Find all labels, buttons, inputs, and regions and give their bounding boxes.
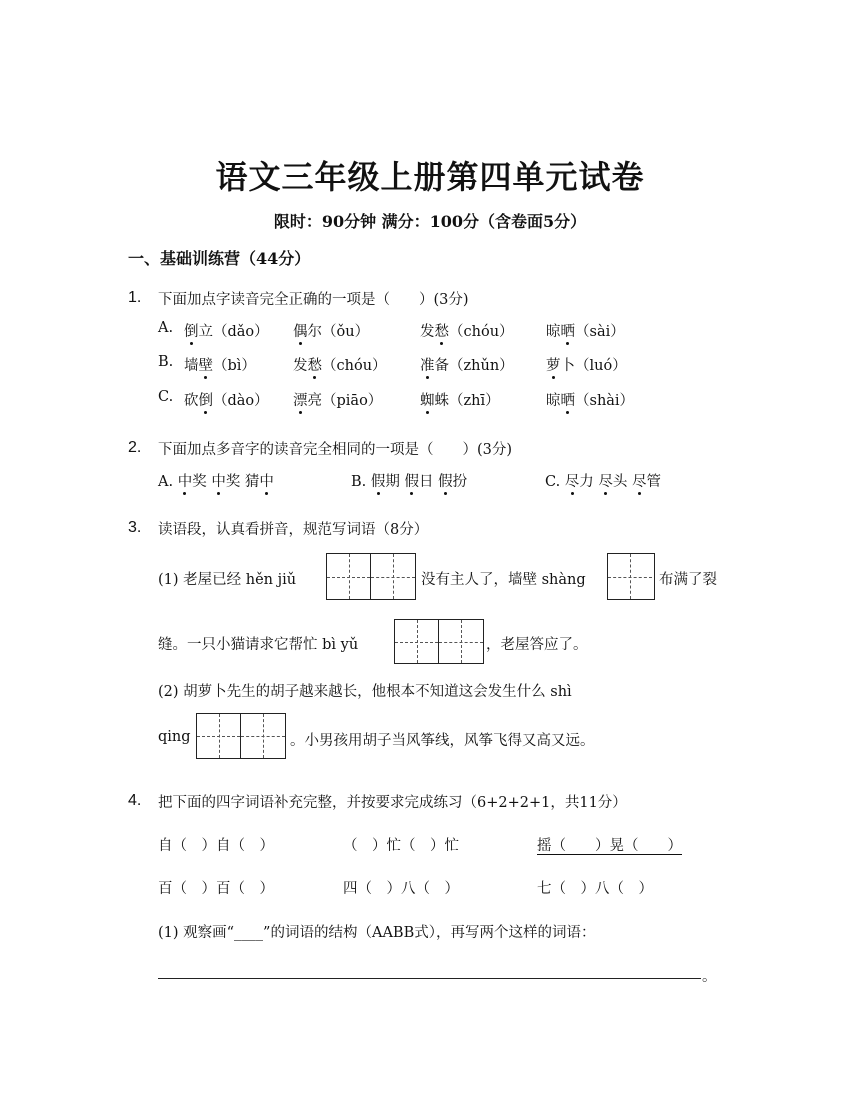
dotted-char: 晒 (561, 389, 576, 410)
q3-p2-part-a: (2) 胡萝卜先生的胡子越来越长，他根本不知道这会发生什么 shì (158, 684, 572, 700)
writing-grid-hen-jiu[interactable] (326, 553, 416, 600)
dotted-char: 偶 (293, 320, 308, 341)
dotted-char: 晒 (561, 320, 576, 341)
section-heading: 一、基础训练营（44分） (128, 249, 311, 268)
q1-c-word-2 (293, 389, 382, 410)
word-rest: 备（zhǔn） (434, 358, 514, 374)
question-number: 3. (128, 519, 142, 536)
dotted-char: 愁 (308, 354, 323, 375)
q1-a-word-4 (546, 320, 625, 341)
grid-cell[interactable] (395, 620, 439, 663)
q1-b-word-4 (546, 354, 627, 375)
question-number: 2. (128, 439, 142, 456)
word-rest: （chóu） (322, 358, 387, 374)
word-lead: 砍 (184, 393, 199, 409)
q1-c-word-3 (420, 389, 500, 410)
dotted-char: 尽 (598, 470, 613, 491)
q3-p1-part-a: (1) 老屋已经 hěn jiǔ (158, 572, 297, 588)
dotted-char: 壁 (199, 354, 214, 375)
dotted-char: 中 (259, 470, 274, 491)
dotted-char: 漂 (293, 389, 308, 410)
q4-blank-word[interactable]: 四（ ）八（ ） (343, 881, 459, 897)
dotted-char: 中 (211, 470, 226, 491)
word-lead: 晾 (546, 324, 561, 340)
question-number: 4. (128, 792, 142, 809)
q1-b-word-3 (420, 354, 514, 375)
grid-cell[interactable] (327, 554, 371, 599)
dotted-char: 尽 (565, 470, 580, 491)
q1-a-word-1 (184, 320, 269, 341)
q4-blank-word[interactable]: 七（ ）八（ ） (537, 881, 653, 897)
word-rest: 奖 (225, 474, 241, 490)
q1-option-b (158, 354, 173, 370)
dotted-char: 假 (371, 470, 386, 491)
word-rest: （bì） (213, 358, 256, 374)
word-rest: 头 (612, 474, 628, 490)
word-rest: 立（dǎo） (198, 324, 269, 340)
question-4-text: 把下面的四字词语补充完整，并按要求完成练习（6+2+2+1，共11分） (158, 795, 627, 811)
q4-sub-question-1: (1) 观察画“____”的词语的结构（AABB式），再写两个这样的词语： (158, 925, 596, 941)
question-3-text: 读语段，认真看拼音，规范写词语（8分） (158, 522, 429, 538)
option-label: C. (158, 389, 174, 405)
q2-option-c (545, 470, 661, 491)
dotted-char: 中 (178, 470, 193, 491)
grid-cell[interactable] (371, 554, 415, 599)
option-label: B. (351, 474, 367, 490)
q3-p1-part-b: 没有主人了，墙壁 shàng (421, 572, 586, 588)
word-rest: （dào） (213, 393, 269, 409)
writing-grid-shang[interactable] (607, 553, 655, 600)
q4-blank-word[interactable]: （ ）忙（ ）忙 (343, 838, 459, 854)
dotted-char: 愁 (435, 320, 450, 341)
dotted-char: 倒 (199, 389, 214, 410)
option-label: B. (158, 354, 174, 370)
q4-blank-word[interactable]: 百（ ）百（ ） (158, 881, 274, 897)
q2-option-a (158, 470, 274, 491)
word-rest: （chóu） (449, 324, 514, 340)
exam-subtitle: 限时：90分钟 满分：100分（含卷面5分） (273, 212, 587, 231)
question-3 (128, 517, 141, 537)
question-1-text: 下面加点字读音完全正确的一项是（ ）(3分) (158, 292, 469, 308)
word-rest: 卜（luó） (560, 358, 627, 374)
q1-option-c (158, 389, 173, 405)
dotted-char: 准 (420, 354, 435, 375)
option-label: A. (158, 474, 174, 490)
q3-p2-part-b: qing (158, 729, 191, 745)
word-rest: 亮（piāo） (307, 393, 383, 409)
q3-p1-part-e: ，老屋答应了。 (486, 637, 588, 653)
question-1 (128, 287, 141, 307)
word-rest: 扮 (452, 474, 468, 490)
word-lead: 发 (420, 324, 435, 340)
q1-a-word-3 (420, 320, 514, 341)
q3-p1-part-c: 布满了裂 (659, 572, 717, 588)
q1-b-word-1 (184, 354, 256, 375)
word-lead: 墙 (184, 358, 199, 374)
word-lead: 发 (293, 358, 308, 374)
dotted-char: 尽 (632, 470, 647, 491)
answer-line[interactable] (158, 978, 701, 979)
word-lead: 猜 (244, 474, 260, 490)
dotted-char: 假 (404, 470, 419, 491)
word-rest: 力 (579, 474, 594, 490)
exam-title: 语文三年级上册第四单元试卷 (215, 158, 645, 196)
writing-grid-bi-yu[interactable] (394, 619, 484, 664)
question-2-text: 下面加点多音字的读音完全相同的一项是（ ）(3分) (158, 442, 513, 458)
q3-p2-part-c: 。小男孩用胡子当风筝线，风筝飞得又高又远。 (290, 733, 595, 749)
answer-line-end: 。 (702, 969, 717, 985)
question-4 (128, 790, 141, 810)
writing-grid-shi-qing[interactable] (196, 713, 286, 759)
grid-cell[interactable] (608, 554, 652, 599)
word-rest: 蛛（zhī） (434, 393, 500, 409)
q4-blank-word[interactable]: 自（ ）自（ ） (158, 838, 274, 854)
question-number: 1. (128, 289, 142, 306)
word-lead: 晾 (546, 393, 561, 409)
word-rest: 日 (418, 474, 434, 490)
option-label: C. (545, 474, 561, 490)
word-rest: 尔（ǒu） (307, 324, 370, 340)
question-2 (128, 437, 141, 457)
q1-option-a (158, 320, 173, 336)
word-rest: 期 (385, 474, 400, 490)
dotted-char: 蜘 (420, 389, 435, 410)
dotted-char: 萝 (546, 354, 561, 375)
grid-cell[interactable] (197, 714, 241, 758)
dotted-char: 假 (438, 470, 453, 491)
word-rest: （sài） (575, 324, 625, 340)
q1-c-word-4 (546, 389, 634, 410)
dotted-char: 倒 (184, 320, 199, 341)
q3-p1-part-d: 缝。一只小猫请求它帮忙 bì yǔ (158, 637, 359, 653)
grid-cell[interactable] (241, 714, 285, 758)
option-label: A. (158, 320, 174, 336)
q2-option-b (351, 470, 467, 491)
word-rest: 管 (646, 474, 662, 490)
q1-b-word-2 (293, 354, 387, 375)
grid-cell[interactable] (439, 620, 483, 663)
word-rest: （shài） (575, 393, 635, 409)
word-rest: 奖 (192, 474, 207, 490)
q1-c-word-1 (184, 389, 269, 410)
q4-underlined-word[interactable]: 摇（ ）晃（ ） (537, 838, 682, 854)
q1-a-word-2 (293, 320, 369, 341)
